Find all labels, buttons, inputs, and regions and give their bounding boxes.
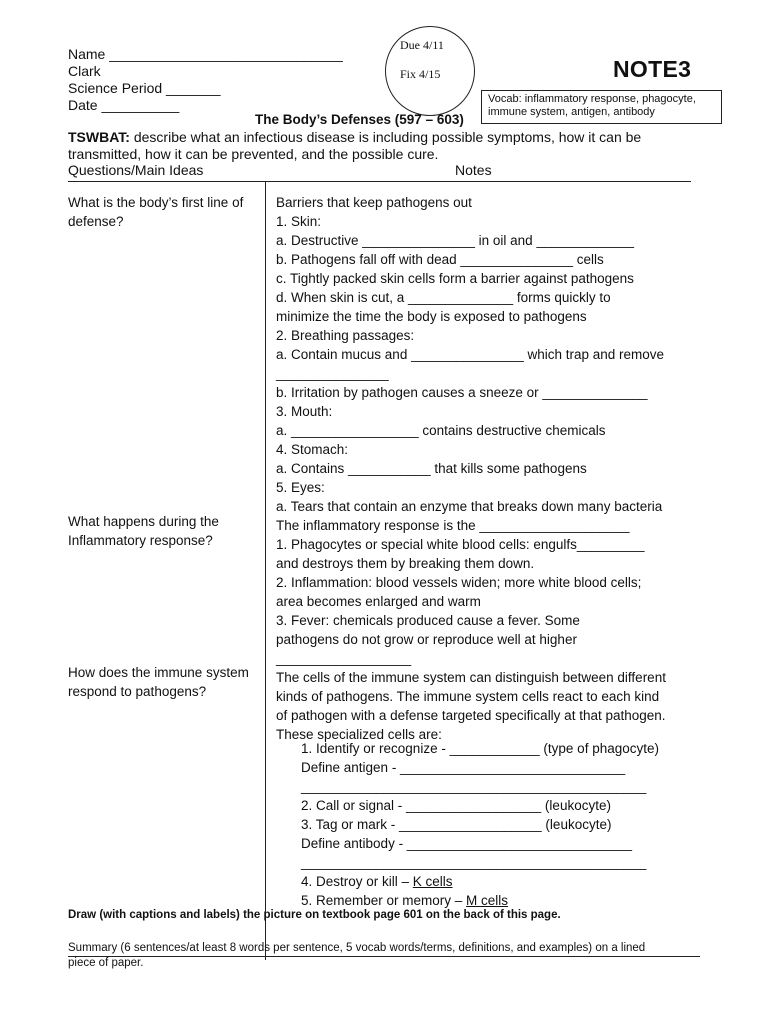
note-line: 1. Skin:: [276, 214, 322, 229]
note-line: a. Destructive _______________ in oil and _____________: [276, 233, 635, 248]
vocab-box: [481, 90, 722, 124]
question-inflammatory-response: [68, 512, 219, 550]
note-line: minimize the time the body is exposed to pathogens: [276, 309, 587, 324]
science-period-field: Science Period _______: [68, 80, 221, 96]
note-line: 2. Inflammation: blood vessels widen; more white blood cells;: [276, 575, 642, 590]
vocab-line-2: immune system, antigen, antibody: [488, 106, 655, 118]
note-line: d. When skin is cut, a ______________ forms quickly to: [276, 290, 611, 305]
list-item: [301, 872, 659, 891]
list-item: ______________________________________________: [301, 779, 647, 794]
note-line: 5. Eyes:: [276, 480, 325, 495]
list-item-text: 5. Remember or memory –: [301, 893, 467, 908]
note-line: area becomes enlarged and warm: [276, 594, 481, 609]
question-first-line-of-defense: [68, 193, 243, 231]
note-line: of pathogen with a defense targeted specifically at that pathogen.: [276, 708, 666, 723]
due-date: Due 4/11: [400, 38, 444, 52]
notes-body: [276, 193, 666, 744]
tswbat-line-1: describe what an infectious disease is including possible symptoms, how it can be: [129, 129, 642, 145]
note-line: 3. Mouth:: [276, 404, 333, 419]
immune-cell-list: [301, 739, 659, 910]
note-line: The inflammatory response is the ____________________: [276, 518, 630, 533]
vocab-line-1: Vocab: inflammatory response, phagocyte,: [488, 93, 696, 105]
list-item: 2. Call or signal - __________________ (leukocyte): [301, 798, 611, 813]
note-line: a. Contains ___________ that kills some pathogens: [276, 461, 587, 476]
column-divider: [265, 182, 266, 960]
note-line: b. Irritation by pathogen causes a sneeze or ______________: [276, 385, 648, 400]
note-line: c. Tightly packed skin cells form a barrier against pathogens: [276, 271, 634, 286]
note-line: Barriers that keep pathogens out: [276, 195, 472, 210]
list-item: Define antigen - ______________________________: [301, 760, 626, 775]
note-line: b. Pathogens fall off with dead _______________ cells: [276, 252, 604, 267]
list-item: ______________________________________________: [301, 855, 647, 870]
summary-rule: [68, 956, 700, 957]
header-rule: [68, 181, 691, 182]
question-1-line-2: defense?: [68, 214, 124, 229]
list-item: [301, 891, 659, 910]
m-cells-answer: M cells: [466, 893, 509, 908]
note-line: __________________: [276, 651, 412, 666]
note-line: 3. Fever: chemicals produced cause a fever. Some: [276, 613, 580, 628]
note-line: The cells of the immune system can distinguish between different: [276, 670, 666, 685]
note-line: These specialized cells are:: [276, 727, 442, 742]
note-line: a. _________________ contains destructive chemicals: [276, 423, 606, 438]
list-item: Define antibody - ______________________________: [301, 836, 633, 851]
summary-line-2: piece of paper.: [68, 957, 144, 969]
teacher-name: Clark: [68, 63, 101, 79]
list-item-text: 4. Destroy or kill –: [301, 874, 413, 889]
note-line: a. Tears that contain an enzyme that breaks down many bacteria: [276, 499, 663, 514]
question-3-line-1: How does the immune system: [68, 665, 249, 680]
note-line: 1. Phagocytes or special white blood cells: engulfs_________: [276, 537, 645, 552]
draw-instruction: Draw (with captions and labels) the picture on textbook page 601 on the back of this page.: [68, 909, 561, 921]
fix-date: Fix 4/15: [400, 67, 441, 81]
list-item: 1. Identify or recognize - ____________ (type of phagocyte): [301, 741, 659, 756]
tswbat-label: TSWBAT:: [68, 129, 130, 145]
k-cells-answer: K cells: [412, 874, 453, 889]
note-line: pathogens do not grow or reproduce well at higher: [276, 632, 577, 647]
question-3-line-2: respond to pathogens?: [68, 684, 207, 699]
note-line: and destroys them by breaking them down.: [276, 556, 535, 571]
note-line: _______________: [276, 366, 389, 381]
name-field: Name ______________________________: [68, 46, 343, 62]
question-2-line-1: What happens during the: [68, 514, 219, 529]
note-line: a. Contain mucus and _______________ which trap and remove: [276, 347, 665, 362]
note-line: 2. Breathing passages:: [276, 328, 415, 343]
question-immune-system: [68, 663, 249, 701]
question-1-line-1: What is the body’s first line of: [68, 195, 244, 210]
column-header-questions: Questions/Main Ideas: [68, 162, 204, 178]
page-title: The Body’s Defenses (597 – 603): [255, 112, 464, 127]
column-header-notes: Notes: [455, 162, 492, 178]
note-line: 4. Stomach:: [276, 442, 349, 457]
note-label: NOTE3: [613, 56, 692, 82]
date-field: Date __________: [68, 97, 180, 113]
note-line: kinds of pathogens. The immune system cells react to each kind: [276, 689, 660, 704]
tswbat-line-2: transmitted, how it can be prevented, and the possible cure.: [68, 146, 439, 162]
tswbat-objective: [68, 129, 641, 163]
summary-line-1: Summary (6 sentences/at least 8 words per sentence, 5 vocab words/terms, definitions, and examples) on a lined: [68, 942, 646, 954]
question-2-line-2: Inflammatory response?: [68, 533, 213, 548]
list-item: 3. Tag or mark - ___________________ (leukocyte): [301, 817, 612, 832]
